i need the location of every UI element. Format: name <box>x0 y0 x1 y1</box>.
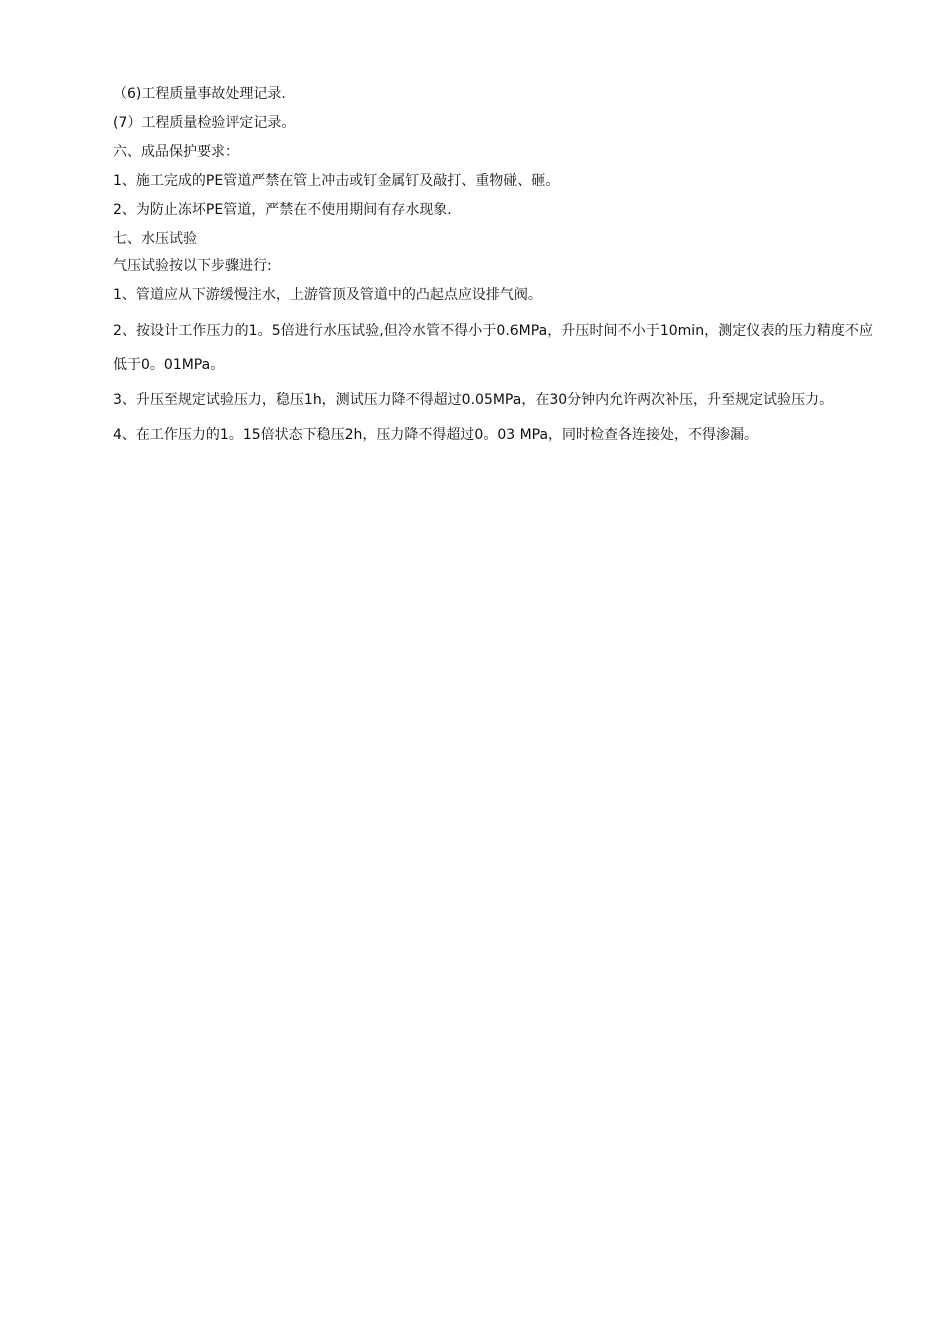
text-line-quality-accident-records: （6)工程质量事故处理记录. <box>113 86 286 102</box>
document-body <box>113 84 873 453</box>
section-heading-hydrostatic-test: 七、水压试验 <box>113 231 197 247</box>
text-line-test-step-1: 1、管道应从下游缓慢注水，上游管顶及管道中的凸起点应设排气阀。 <box>113 287 542 303</box>
paragraph-test-step-3: 3、升压至规定试验压力，稳压1h，测试压力降不得超过0.05MPa，在30分钟内允许两次补压，升至规定试验压力。 <box>113 392 834 408</box>
text-line-protection-item-2: 2、为防止冻坏PE管道，严禁在不使用期间有存水现象. <box>113 202 452 218</box>
text-line-protection-item-1: 1、施工完成的PE管道严禁在管上冲击或钉金属钉及敲打、重物碰、砸。 <box>113 173 560 189</box>
section-heading-product-protection: 六、成品保护要求： <box>113 144 239 160</box>
paragraph-test-step-4: 4、在工作压力的1。15倍状态下稳压2h，压力降不得超过0。03 MPa，同时检查各连接处，不得渗漏。 <box>113 427 759 443</box>
text-line-quality-inspection-records: (7）工程质量检验评定记录。 <box>113 115 296 131</box>
text-line-test-steps-intro: 气压试验按以下步骤进行: <box>113 258 272 274</box>
paragraph-test-step-2: 2、按设计工作压力的1。5倍进行水压试验,但冷水管不得小于0.6MPa，升压时间不小于10min，测定仪表的压力精度不应低于0。01MPa。 <box>113 323 873 373</box>
